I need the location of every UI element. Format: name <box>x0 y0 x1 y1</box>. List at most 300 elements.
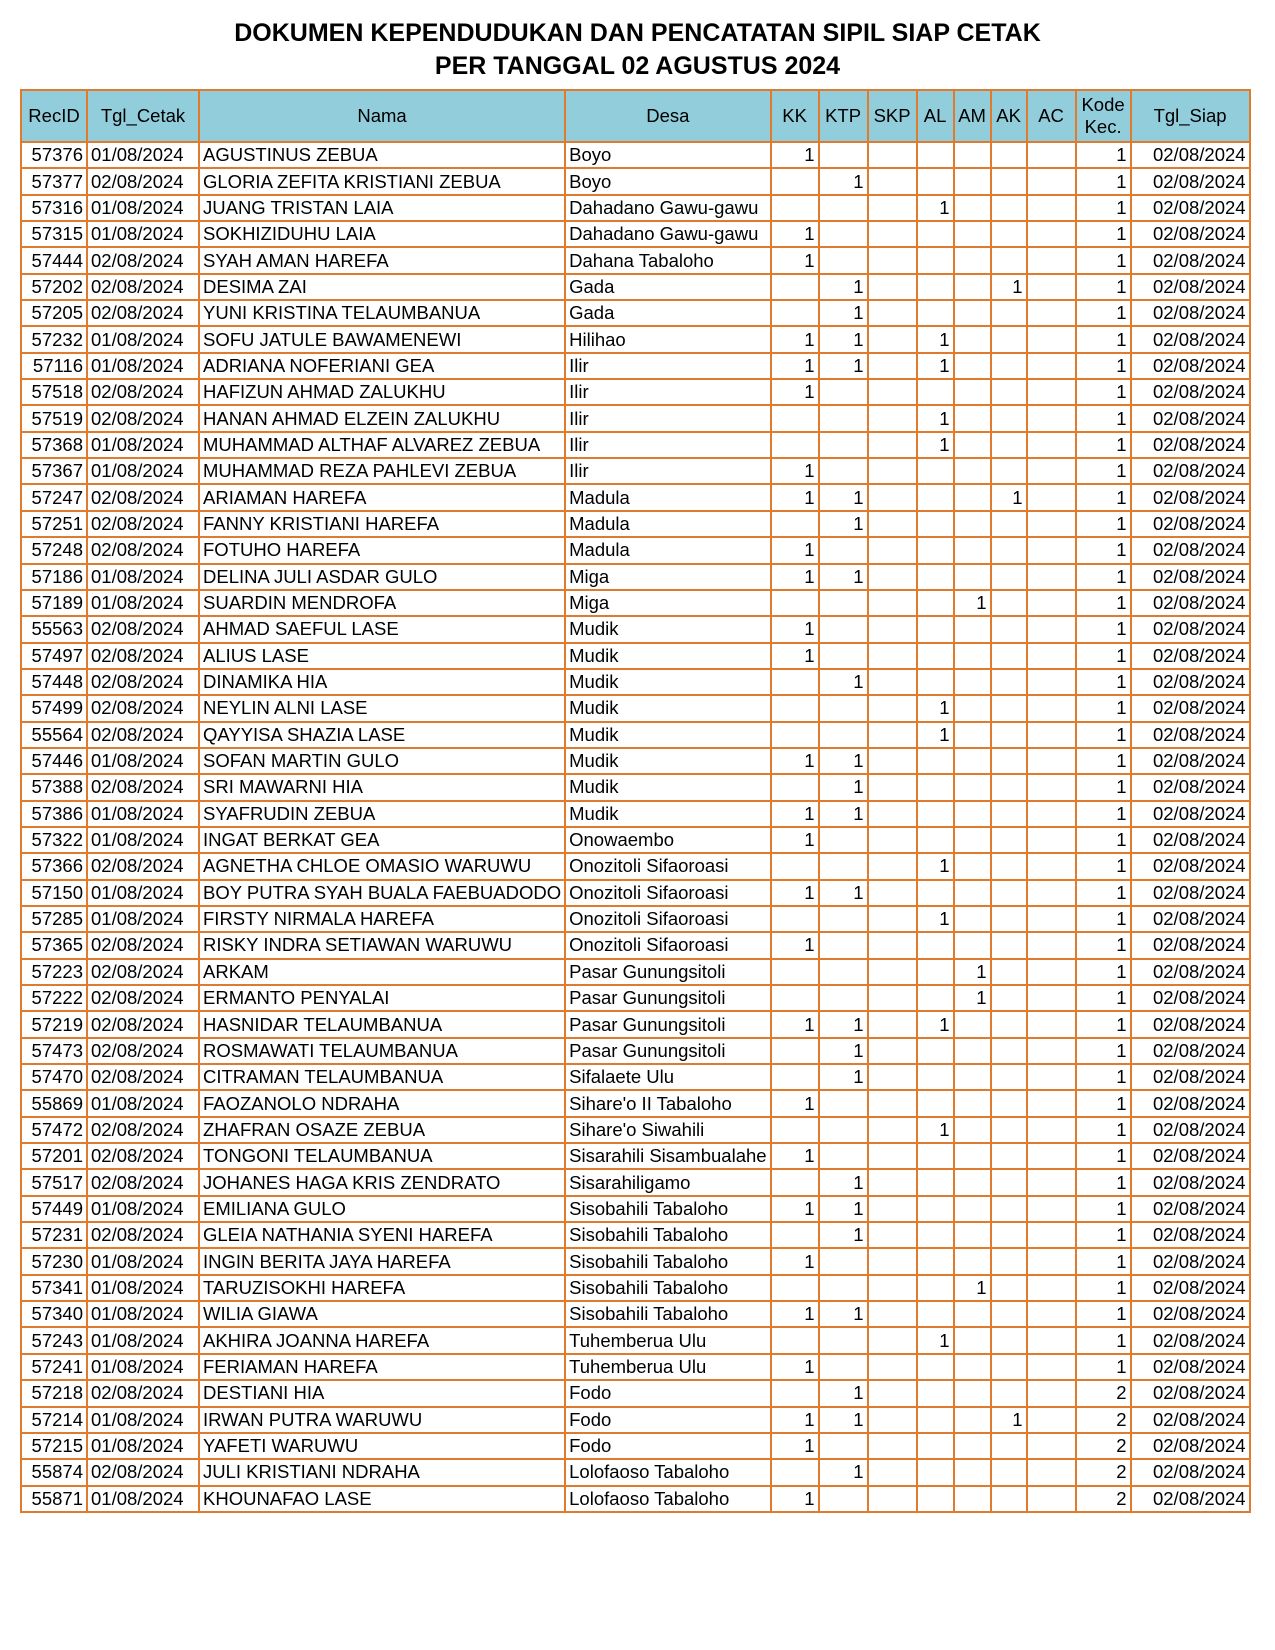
ak-cell <box>991 326 1027 352</box>
ac-cell <box>1027 774 1076 800</box>
kk-cell <box>771 1459 819 1485</box>
am-cell <box>954 906 991 932</box>
tgl-cetak-cell: 02/08/2024 <box>87 959 199 985</box>
nama-cell: CITRAMAN TELAUMBANUA <box>199 1064 565 1090</box>
ak-cell: 1 <box>991 1407 1027 1433</box>
kode-kec-cell: 1 <box>1076 1169 1131 1195</box>
am-cell <box>954 1196 991 1222</box>
ktp-cell: 1 <box>819 484 868 510</box>
tgl-siap-cell: 02/08/2024 <box>1131 142 1250 168</box>
desa-cell: Miga <box>565 590 770 616</box>
desa-cell: Lolofaoso Tabaloho <box>565 1459 770 1485</box>
kode-kec-cell: 1 <box>1076 537 1131 563</box>
kk-cell: 1 <box>771 932 819 958</box>
kode-kec-cell: 1 <box>1076 484 1131 510</box>
ak-cell <box>991 432 1027 458</box>
tgl-siap-cell: 02/08/2024 <box>1131 616 1250 642</box>
skp-cell <box>868 484 917 510</box>
ac-cell <box>1027 221 1076 247</box>
ak-cell <box>991 511 1027 537</box>
kk-cell <box>771 1117 819 1143</box>
ac-cell <box>1027 1117 1076 1143</box>
tgl-cetak-cell: 02/08/2024 <box>87 1222 199 1248</box>
ak-cell <box>991 1275 1027 1301</box>
tgl-siap-cell: 02/08/2024 <box>1131 274 1250 300</box>
table-row <box>21 1354 1250 1380</box>
am-cell <box>954 1143 991 1169</box>
ak-cell <box>991 537 1027 563</box>
am-cell <box>954 1248 991 1274</box>
al-cell: 1 <box>917 1327 954 1353</box>
tgl-siap-cell: 02/08/2024 <box>1131 1064 1250 1090</box>
kode-kec-cell: 1 <box>1076 221 1131 247</box>
ak-cell <box>991 379 1027 405</box>
table-row <box>21 801 1250 827</box>
recid-cell: 57519 <box>21 405 87 431</box>
table-row <box>21 906 1250 932</box>
kode-kec-cell: 1 <box>1076 142 1131 168</box>
kode-kec-cell: 1 <box>1076 932 1131 958</box>
desa-cell: Gada <box>565 300 770 326</box>
kode-kec-cell: 1 <box>1076 669 1131 695</box>
tgl-cetak-cell: 02/08/2024 <box>87 985 199 1011</box>
column-header: AK <box>991 90 1027 142</box>
skp-cell <box>868 300 917 326</box>
skp-cell <box>868 774 917 800</box>
table-row <box>21 616 1250 642</box>
ak-cell <box>991 195 1027 221</box>
ac-cell <box>1027 353 1076 379</box>
kode-kec-cell: 1 <box>1076 168 1131 194</box>
al-cell <box>917 274 954 300</box>
ktp-cell <box>819 221 868 247</box>
al-cell <box>917 168 954 194</box>
nama-cell: SOKHIZIDUHU LAIA <box>199 221 565 247</box>
al-cell <box>917 1354 954 1380</box>
recid-cell: 57366 <box>21 853 87 879</box>
nama-cell: DINAMIKA HIA <box>199 669 565 695</box>
ac-cell <box>1027 616 1076 642</box>
al-cell <box>917 1038 954 1064</box>
kode-kec-cell: 2 <box>1076 1380 1131 1406</box>
ak-cell <box>991 1459 1027 1485</box>
desa-cell: Mudik <box>565 801 770 827</box>
ak-cell <box>991 1090 1027 1116</box>
tgl-cetak-cell: 01/08/2024 <box>87 1433 199 1459</box>
recid-cell: 57376 <box>21 142 87 168</box>
tgl-siap-cell: 02/08/2024 <box>1131 959 1250 985</box>
nama-cell: SYAH AMAN HAREFA <box>199 247 565 273</box>
ac-cell <box>1027 484 1076 510</box>
column-header: KTP <box>819 90 868 142</box>
kode-kec-cell: 1 <box>1076 300 1131 326</box>
ktp-cell <box>819 432 868 458</box>
nama-cell: ARKAM <box>199 959 565 985</box>
skp-cell <box>868 1301 917 1327</box>
nama-cell: GLORIA ZEFITA KRISTIANI ZEBUA <box>199 168 565 194</box>
al-cell: 1 <box>917 853 954 879</box>
desa-cell: Tuhemberua Ulu <box>565 1354 770 1380</box>
kk-cell: 1 <box>771 1248 819 1274</box>
ktp-cell <box>819 959 868 985</box>
ac-cell <box>1027 669 1076 695</box>
am-cell <box>954 1327 991 1353</box>
tgl-siap-cell: 02/08/2024 <box>1131 932 1250 958</box>
recid-cell: 57448 <box>21 669 87 695</box>
nama-cell: SUARDIN MENDROFA <box>199 590 565 616</box>
tgl-siap-cell: 02/08/2024 <box>1131 432 1250 458</box>
al-cell <box>917 748 954 774</box>
recid-cell: 57223 <box>21 959 87 985</box>
al-cell <box>917 379 954 405</box>
nama-cell: ZHAFRAN OSAZE ZEBUA <box>199 1117 565 1143</box>
kk-cell <box>771 1275 819 1301</box>
al-cell <box>917 221 954 247</box>
am-cell <box>954 300 991 326</box>
ac-cell <box>1027 906 1076 932</box>
kode-kec-cell: 1 <box>1076 511 1131 537</box>
table-row <box>21 1090 1250 1116</box>
ac-cell <box>1027 1486 1076 1512</box>
tgl-cetak-cell: 02/08/2024 <box>87 537 199 563</box>
ktp-cell: 1 <box>819 300 868 326</box>
ak-cell <box>991 1380 1027 1406</box>
skp-cell <box>868 353 917 379</box>
am-cell: 1 <box>954 1275 991 1301</box>
kk-cell: 1 <box>771 1354 819 1380</box>
skp-cell <box>868 1038 917 1064</box>
tgl-cetak-cell: 01/08/2024 <box>87 1486 199 1512</box>
ktp-cell: 1 <box>819 801 868 827</box>
skp-cell <box>868 1090 917 1116</box>
tgl-siap-cell: 02/08/2024 <box>1131 1222 1250 1248</box>
am-cell <box>954 1090 991 1116</box>
desa-cell: Madula <box>565 484 770 510</box>
al-cell <box>917 1064 954 1090</box>
recid-cell: 57322 <box>21 827 87 853</box>
table-row <box>21 1433 1250 1459</box>
kode-kec-cell: 1 <box>1076 274 1131 300</box>
tgl-cetak-cell: 01/08/2024 <box>87 353 199 379</box>
ak-cell <box>991 1433 1027 1459</box>
desa-cell: Sifalaete Ulu <box>565 1064 770 1090</box>
tgl-cetak-cell: 02/08/2024 <box>87 247 199 273</box>
recid-cell: 57247 <box>21 484 87 510</box>
kk-cell <box>771 1064 819 1090</box>
tgl-siap-cell: 02/08/2024 <box>1131 221 1250 247</box>
kode-kec-cell: 1 <box>1076 722 1131 748</box>
recid-cell: 55869 <box>21 1090 87 1116</box>
ktp-cell <box>819 537 868 563</box>
skp-cell <box>868 669 917 695</box>
table-row <box>21 1038 1250 1064</box>
desa-cell: Boyo <box>565 168 770 194</box>
table-row <box>21 564 1250 590</box>
table-row <box>21 379 1250 405</box>
desa-cell: Ilir <box>565 432 770 458</box>
al-cell <box>917 1248 954 1274</box>
skp-cell <box>868 458 917 484</box>
kk-cell <box>771 432 819 458</box>
kode-kec-cell: 1 <box>1076 1327 1131 1353</box>
al-cell <box>917 959 954 985</box>
tgl-cetak-cell: 02/08/2024 <box>87 1169 199 1195</box>
am-cell <box>954 827 991 853</box>
tgl-cetak-cell: 01/08/2024 <box>87 1327 199 1353</box>
ac-cell <box>1027 853 1076 879</box>
kode-kec-cell: 1 <box>1076 1011 1131 1037</box>
skp-cell <box>868 537 917 563</box>
am-cell <box>954 1169 991 1195</box>
nama-cell: DESIMA ZAI <box>199 274 565 300</box>
tgl-siap-cell: 02/08/2024 <box>1131 1169 1250 1195</box>
am-cell <box>954 1459 991 1485</box>
tgl-siap-cell: 02/08/2024 <box>1131 405 1250 431</box>
ac-cell <box>1027 880 1076 906</box>
kode-kec-cell: 1 <box>1076 616 1131 642</box>
kode-kec-cell: 1 <box>1076 353 1131 379</box>
table-row <box>21 1169 1250 1195</box>
al-cell <box>917 590 954 616</box>
am-cell <box>954 722 991 748</box>
ktp-cell <box>819 643 868 669</box>
ak-cell <box>991 1117 1027 1143</box>
ak-cell <box>991 353 1027 379</box>
desa-cell: Onozitoli Sifaoroasi <box>565 906 770 932</box>
tgl-cetak-cell: 02/08/2024 <box>87 1117 199 1143</box>
desa-cell: Dahadano Gawu-gawu <box>565 195 770 221</box>
column-header: Desa <box>565 90 770 142</box>
ak-cell <box>991 1038 1027 1064</box>
kk-cell <box>771 274 819 300</box>
kode-kec-cell: 1 <box>1076 1248 1131 1274</box>
column-header: Kode Kec. <box>1076 90 1131 142</box>
kode-kec-cell: 1 <box>1076 590 1131 616</box>
nama-cell: HASNIDAR TELAUMBANUA <box>199 1011 565 1037</box>
tgl-cetak-cell: 01/08/2024 <box>87 590 199 616</box>
al-cell <box>917 801 954 827</box>
ktp-cell <box>819 379 868 405</box>
am-cell <box>954 564 991 590</box>
kode-kec-cell: 2 <box>1076 1407 1131 1433</box>
desa-cell: Mudik <box>565 774 770 800</box>
kk-cell: 1 <box>771 1196 819 1222</box>
am-cell <box>954 1354 991 1380</box>
desa-cell: Sihare'o II Tabaloho <box>565 1090 770 1116</box>
kk-cell <box>771 669 819 695</box>
nama-cell: SOFAN MARTIN GULO <box>199 748 565 774</box>
nama-cell: GLEIA NATHANIA SYENI HAREFA <box>199 1222 565 1248</box>
ktp-cell <box>819 405 868 431</box>
skp-cell <box>868 853 917 879</box>
ak-cell <box>991 458 1027 484</box>
recid-cell: 57517 <box>21 1169 87 1195</box>
kk-cell <box>771 1169 819 1195</box>
nama-cell: SYAFRUDIN ZEBUA <box>199 801 565 827</box>
kk-cell <box>771 590 819 616</box>
tgl-cetak-cell: 02/08/2024 <box>87 274 199 300</box>
ak-cell <box>991 827 1027 853</box>
ak-cell <box>991 880 1027 906</box>
desa-cell: Ilir <box>565 458 770 484</box>
table-row <box>21 1143 1250 1169</box>
tgl-cetak-cell: 01/08/2024 <box>87 748 199 774</box>
nama-cell: TONGONI TELAUMBANUA <box>199 1143 565 1169</box>
kode-kec-cell: 1 <box>1076 1064 1131 1090</box>
skp-cell <box>868 1407 917 1433</box>
nama-cell: SOFU JATULE BAWAMENEWI <box>199 326 565 352</box>
ak-cell <box>991 1169 1027 1195</box>
kode-kec-cell: 2 <box>1076 1433 1131 1459</box>
tgl-cetak-cell: 01/08/2024 <box>87 801 199 827</box>
kode-kec-cell: 1 <box>1076 1354 1131 1380</box>
kk-cell: 1 <box>771 643 819 669</box>
ktp-cell: 1 <box>819 748 868 774</box>
am-cell <box>954 801 991 827</box>
kode-kec-cell: 1 <box>1076 1038 1131 1064</box>
tgl-cetak-cell: 01/08/2024 <box>87 1275 199 1301</box>
skp-cell <box>868 432 917 458</box>
al-cell: 1 <box>917 405 954 431</box>
skp-cell <box>868 1275 917 1301</box>
tgl-cetak-cell: 02/08/2024 <box>87 643 199 669</box>
kode-kec-cell: 1 <box>1076 748 1131 774</box>
nama-cell: ROSMAWATI TELAUMBANUA <box>199 1038 565 1064</box>
recid-cell: 57470 <box>21 1064 87 1090</box>
ktp-cell <box>819 853 868 879</box>
table-row <box>21 1459 1250 1485</box>
recid-cell: 57368 <box>21 432 87 458</box>
ak-cell <box>991 564 1027 590</box>
skp-cell <box>868 1011 917 1037</box>
nama-cell: BOY PUTRA SYAH BUALA FAEBUADODO <box>199 880 565 906</box>
am-cell <box>954 221 991 247</box>
table-row <box>21 1117 1250 1143</box>
ktp-cell: 1 <box>819 326 868 352</box>
table-row <box>21 432 1250 458</box>
ktp-cell <box>819 590 868 616</box>
desa-cell: Mudik <box>565 748 770 774</box>
document-title: DOKUMEN KEPENDUDUKAN DAN PENCATATAN SIPIL SIAP CETAK <box>234 19 1041 47</box>
skp-cell <box>868 326 917 352</box>
column-header: Tgl_Cetak <box>87 90 199 142</box>
kk-cell <box>771 695 819 721</box>
ac-cell <box>1027 959 1076 985</box>
am-cell <box>954 1486 991 1512</box>
am-cell <box>954 1064 991 1090</box>
ac-cell <box>1027 722 1076 748</box>
recid-cell: 57232 <box>21 326 87 352</box>
skp-cell <box>868 827 917 853</box>
skp-cell <box>868 1380 917 1406</box>
skp-cell <box>868 906 917 932</box>
ac-cell <box>1027 827 1076 853</box>
recid-cell: 55874 <box>21 1459 87 1485</box>
recid-cell: 57377 <box>21 168 87 194</box>
tgl-cetak-cell: 02/08/2024 <box>87 379 199 405</box>
kk-cell <box>771 906 819 932</box>
am-cell <box>954 379 991 405</box>
ktp-cell <box>819 1354 868 1380</box>
ktp-cell <box>819 1327 868 1353</box>
ktp-cell: 1 <box>819 1407 868 1433</box>
ac-cell <box>1027 1354 1076 1380</box>
table-row <box>21 722 1250 748</box>
table-row <box>21 985 1250 1011</box>
table-row <box>21 511 1250 537</box>
tgl-cetak-cell: 02/08/2024 <box>87 1064 199 1090</box>
kode-kec-cell: 1 <box>1076 1143 1131 1169</box>
nama-cell: FIRSTY NIRMALA HAREFA <box>199 906 565 932</box>
table-row <box>21 932 1250 958</box>
tgl-cetak-cell: 01/08/2024 <box>87 326 199 352</box>
desa-cell: Madula <box>565 537 770 563</box>
ac-cell <box>1027 300 1076 326</box>
ktp-cell <box>819 1486 868 1512</box>
kk-cell <box>771 1380 819 1406</box>
am-cell <box>954 643 991 669</box>
skp-cell <box>868 985 917 1011</box>
nama-cell: FAOZANOLO NDRAHA <box>199 1090 565 1116</box>
ak-cell <box>991 1248 1027 1274</box>
am-cell <box>954 458 991 484</box>
table-row <box>21 300 1250 326</box>
tgl-cetak-cell: 01/08/2024 <box>87 564 199 590</box>
recid-cell: 57315 <box>21 221 87 247</box>
desa-cell: Fodo <box>565 1380 770 1406</box>
al-cell <box>917 985 954 1011</box>
kode-kec-cell: 1 <box>1076 432 1131 458</box>
ac-cell <box>1027 1380 1076 1406</box>
al-cell <box>917 1143 954 1169</box>
ak-cell <box>991 932 1027 958</box>
nama-cell: FANNY KRISTIANI HAREFA <box>199 511 565 537</box>
am-cell <box>954 1433 991 1459</box>
recid-cell: 57444 <box>21 247 87 273</box>
table-row <box>21 1380 1250 1406</box>
desa-cell: Sihare'o Siwahili <box>565 1117 770 1143</box>
al-cell: 1 <box>917 326 954 352</box>
tgl-cetak-cell: 01/08/2024 <box>87 142 199 168</box>
ak-cell <box>991 774 1027 800</box>
ktp-cell <box>819 722 868 748</box>
am-cell <box>954 353 991 379</box>
tgl-siap-cell: 02/08/2024 <box>1131 1038 1250 1064</box>
recid-cell: 57449 <box>21 1196 87 1222</box>
skp-cell <box>868 616 917 642</box>
desa-cell: Fodo <box>565 1433 770 1459</box>
nama-cell: QAYYISA SHAZIA LASE <box>199 722 565 748</box>
ak-cell <box>991 142 1027 168</box>
skp-cell <box>868 1222 917 1248</box>
skp-cell <box>868 722 917 748</box>
ktp-cell <box>819 932 868 958</box>
ac-cell <box>1027 195 1076 221</box>
tgl-cetak-cell: 02/08/2024 <box>87 722 199 748</box>
desa-cell: Fodo <box>565 1407 770 1433</box>
nama-cell: AKHIRA JOANNA HAREFA <box>199 1327 565 1353</box>
recid-cell: 57341 <box>21 1275 87 1301</box>
kode-kec-cell: 1 <box>1076 774 1131 800</box>
skp-cell <box>868 1169 917 1195</box>
ak-cell <box>991 1486 1027 1512</box>
ak-cell <box>991 247 1027 273</box>
desa-cell: Pasar Gunungsitoli <box>565 1038 770 1064</box>
column-header: AC <box>1027 90 1076 142</box>
skp-cell <box>868 801 917 827</box>
ktp-cell: 1 <box>819 1038 868 1064</box>
kk-cell: 1 <box>771 880 819 906</box>
